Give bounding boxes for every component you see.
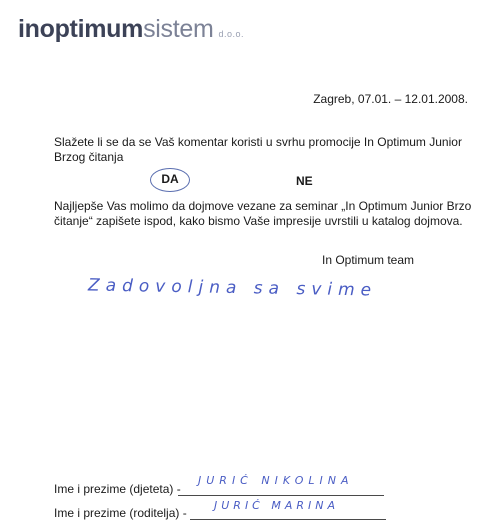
logo-bold-text: inoptimum — [18, 15, 144, 43]
answer-no-option[interactable]: NE — [296, 174, 313, 188]
child-name-label: Ime i prezime (djeteta) - — [54, 482, 181, 496]
handwritten-parent-name: JURIĆ MARINA — [214, 499, 340, 512]
answer-yes-option[interactable] — [150, 168, 190, 192]
date-line: Zagreb, 07.01. – 12.01.2008. — [313, 92, 468, 106]
handwritten-child-name: JURIĆ NIKOLINA — [198, 474, 354, 487]
handwritten-comment: Zadovoljna sa svime — [87, 275, 378, 301]
team-signature: In Optimum team — [322, 253, 415, 267]
answer-yes-label: DA — [161, 172, 179, 186]
company-logo — [18, 14, 244, 49]
feedback-request: Najljepše Vas molimo da dojmove vezane za seminar „In Optimum Junior Brzo čitanje“ zapišete ispod, kako bismo Vaše impresije uvrstili u katalog dojmova. — [54, 199, 472, 228]
logo-suffix: d.o.o. — [218, 29, 245, 39]
consent-question: Slažete li se da se Vaš komentar koristi u svrhu promocije In Optimum Junior Brzog čitanja — [54, 135, 462, 164]
logo-light-text: sistem — [143, 15, 214, 43]
child-name-line — [178, 495, 384, 496]
parent-name-label: Ime i prezime (roditelja) - — [54, 506, 187, 520]
